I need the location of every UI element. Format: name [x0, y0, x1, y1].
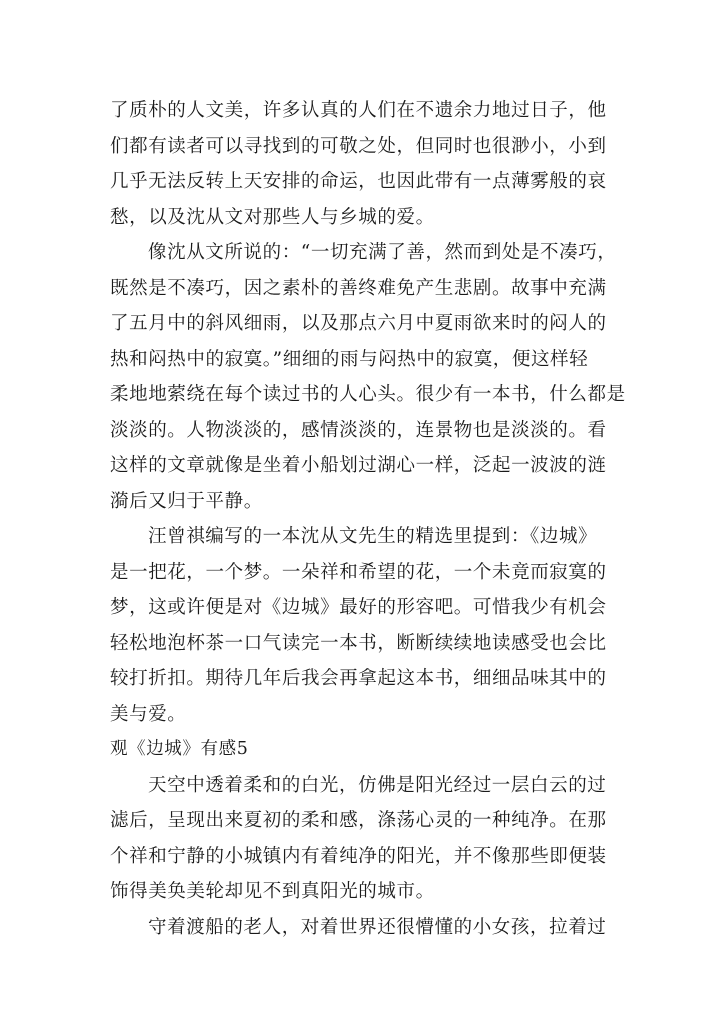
- text-line: 是一把花，一个梦。一朵祥和希望的花，一个未竟而寂寞的: [110, 561, 607, 583]
- text-line: 梦，这或许便是对《边城》最好的形容吧。可惜我少有机会: [110, 597, 607, 618]
- paragraph-start-line: 天空中透着柔和的白光，仿佛是阳光经过一层白云的过: [148, 774, 607, 796]
- text-line: 这样的文章就像是坐着小船划过湖心一样，泛起一波波的涟: [110, 455, 607, 476]
- text-line: 愁，以及沈从文对那些人与乡城的爱。: [110, 206, 435, 228]
- text-line: 几乎无法反转上天安排的命运，也因此带有一点薄雾般的哀: [110, 171, 607, 192]
- text-line: 了质朴的人文美，许多认真的人们在不遗余力地过日子，他: [110, 100, 607, 121]
- paragraph-start-line: 像沈从文所说的：“一切充满了善，然而到处是不凑巧，: [148, 242, 617, 263]
- text-line: 较打折扣。期待几年后我会再拿起这本书，细细品味其中的: [110, 668, 607, 689]
- text-line: 柔地地萦绕在每个读过书的人心头。很少有一本书，什么都是: [110, 384, 626, 405]
- text-line: 热和闷热中的寂寞。”细细的雨与闷热中的寂寞，便这样轻: [110, 348, 589, 370]
- text-line: 饰得美奂美轮却见不到真阳光的城市。: [110, 881, 435, 902]
- text-line: 滤后，呈现出来夏初的柔和感，涤荡心灵的一种纯净。在那: [110, 810, 607, 831]
- text-line: 轻松地泡杯茶一口气读完一本书，断断续续地读感受也会比: [110, 632, 607, 654]
- text-line: 既然是不凑巧，因之素朴的善终难免产生悲剧。故事中充满: [110, 277, 607, 299]
- text-line: 个祥和宁静的小城镇内有着纯净的阳光，并不像那些即便装: [110, 845, 607, 867]
- document-body: [110, 93, 626, 945]
- text-line: 淡淡的。人物淡淡的，感情淡淡的，连景物也是淡淡的。看: [110, 419, 607, 441]
- text-line: 漪后又归于平静。: [110, 490, 263, 512]
- text-line: 们都有读者可以寻找到的可敬之处，但同时也很渺小，小到: [110, 135, 607, 157]
- text-line: 了五月中的斜风细雨，以及那点六月中夏雨欲来时的闷人的: [110, 313, 607, 334]
- text-line: 美与爱。: [110, 703, 187, 725]
- section-heading: 观《边城》有感5: [110, 739, 249, 759]
- paragraph-start-line: 守着渡船的老人，对着世界还很懵懂的小女孩，拉着过: [148, 916, 607, 938]
- paragraph-start-line: 汪曾祺编写的一本沈从文先生的精选里提到：《边城》: [148, 526, 598, 547]
